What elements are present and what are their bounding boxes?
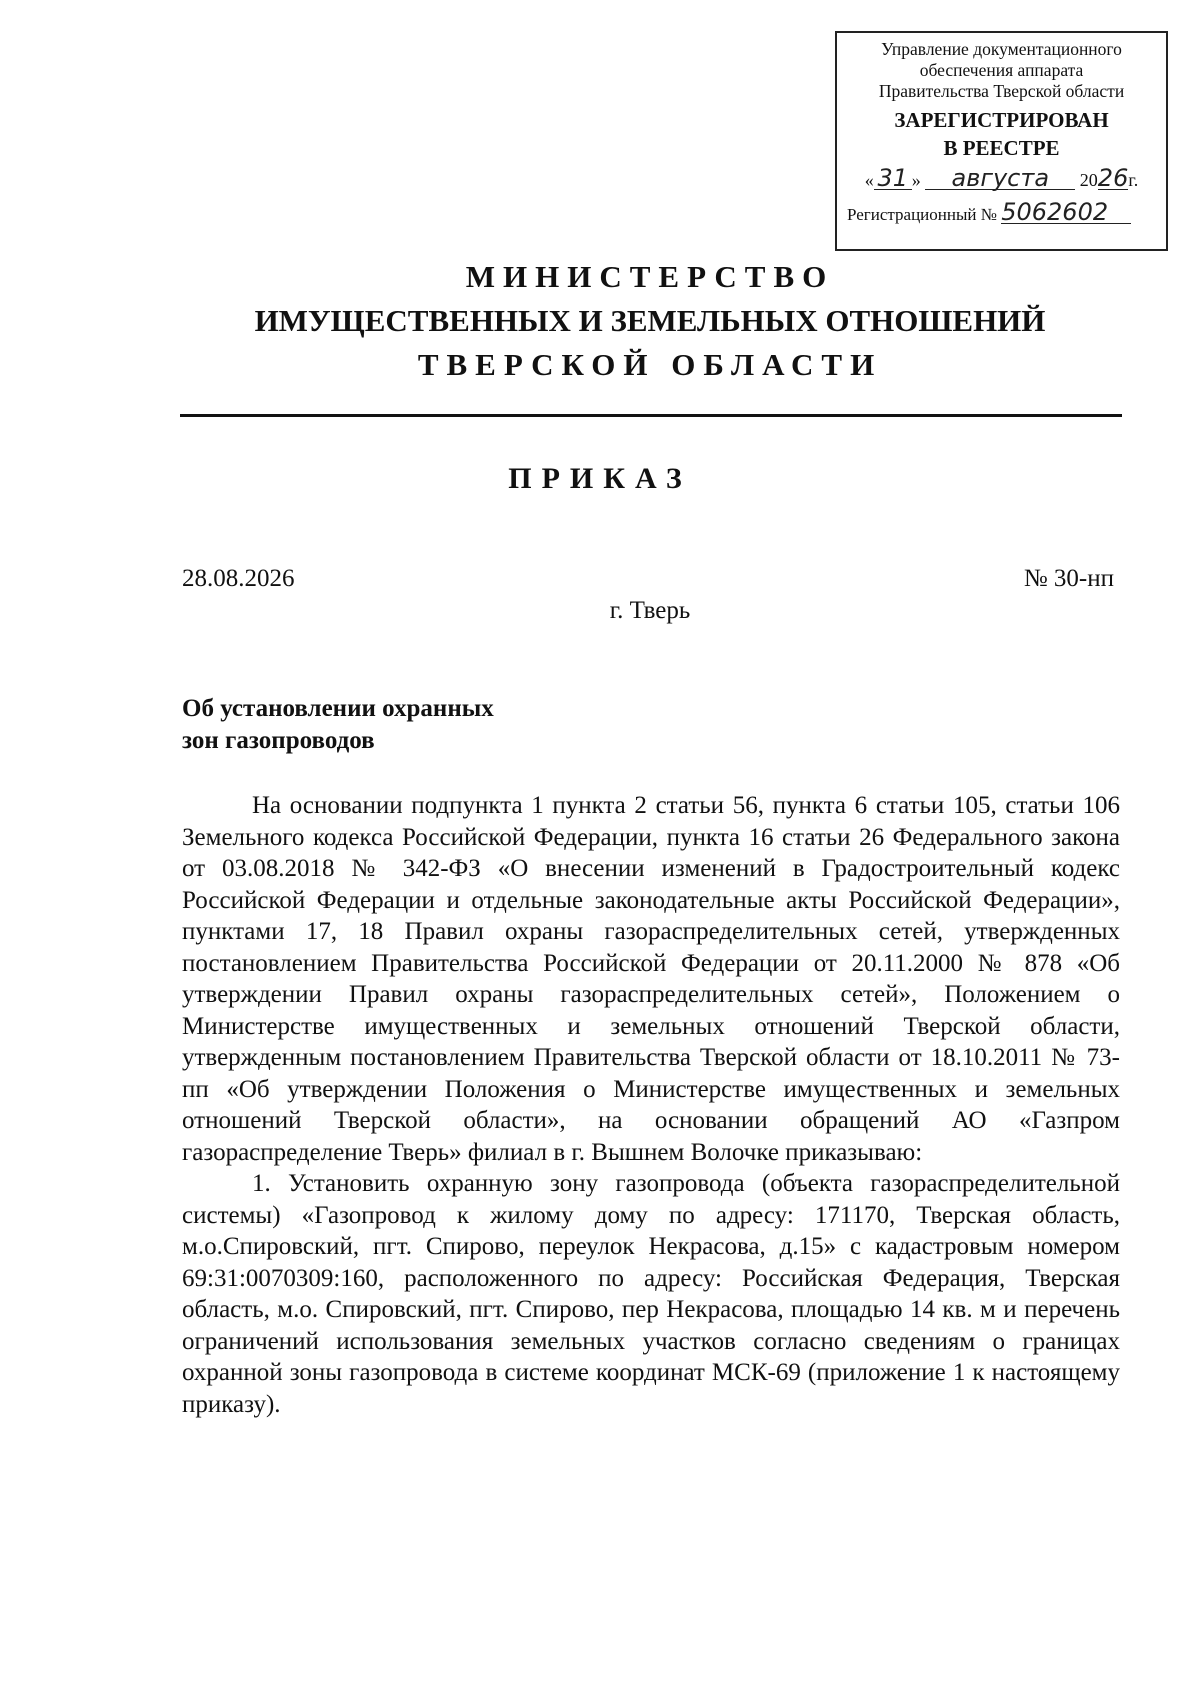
stamp-number-label: Регистрационный № <box>847 205 997 224</box>
stamp-year-unit: г. <box>1128 170 1139 190</box>
stamp-line-2: обеспечения аппарата <box>919 60 1084 80</box>
stamp-registered-1: ЗАРЕГИСТРИРОВАН <box>894 108 1109 132</box>
stamp-date-day: 31 <box>874 168 912 190</box>
stamp-registered-2: В РЕЕСТРЕ <box>943 136 1060 160</box>
stamp-year-suffix: 26 <box>1097 164 1129 192</box>
subject-line-1: Об установлении охранных <box>182 695 494 722</box>
body-paragraph-1: На основании подпункта 1 пункта 2 статьи 56, пункта 6 статьи 105, статьи 106 Земельного кодекса Российской Федерации, пункта 16 статьи 26 Федерального закона от 03.08.2018 № 342-ФЗ «О внесении изменений в Градостроительный кодекс Российской Федерации и отдельные законодательные акты Российской Федерации», пунктами 17, 18 Правил охраны газораспределительных сетей, утвержденных постановлением Правительства Российской Федерации от 20.11.2000 № 878 «Об утверждении Правил охраны газораспределительных сетей», Положением о Министерстве имущественных и земельных отношений Тверской области, утвержденным постановлением Правительства Тверской области от 18.10.2011 № 73-пп «Об утверждении Положения о Министерстве имущественных и земельных отношений Тверской области», на основании обращений АО «Газпром газораспределение Тверь» филиал в г. Вышнем Волочке приказываю: <box>182 792 1120 1166</box>
stamp-date-month: августа <box>925 168 1075 190</box>
ministry-header <box>180 255 1120 387</box>
registration-stamp <box>835 31 1168 251</box>
stamp-line-1: Управление документационного <box>881 39 1122 59</box>
order-body <box>182 790 1120 1420</box>
subject-line-2: зон газопроводов <box>182 727 375 754</box>
stamp-number-row <box>837 198 1166 226</box>
header-line-1: МИНИСТЕРСТВО <box>465 259 835 294</box>
stamp-date-row: « 31 » августа 2026г. <box>864 164 1139 192</box>
header-line-2: ИМУЩЕСТВЕННЫХ И ЗЕМЕЛЬНЫХ ОТНОШЕНИЙ <box>254 303 1046 338</box>
header-line-3: ТВЕРСКОЙ ОБЛАСТИ <box>417 347 883 382</box>
header-divider <box>180 414 1122 417</box>
order-subject <box>182 693 494 757</box>
order-date: 28.08.2026 <box>182 565 295 592</box>
body-paragraph-2: 1. Установить охранную зону газопровода (объекта газораспределительной системы) «Газопровод к жилому дому по адресу: 171170, Тверская область, м.о.Спировский, пгт. Спирово, переулок Некрасова, д.15» с кадастровым номером 69:31:0070309:160, расположенного по адресу: Российская Федерация, Тверская область, м.о. Спировский, пгт. Спирово, пер Некрасова, площадью 14 кв. м и перечень ограничений использования земельных участков согласно сведениям о границах охранной зоны газопровода в системе координат МСК-69 (приложение 1 к настоящему приказу). <box>182 1170 1120 1418</box>
order-city: г. Тверь <box>609 597 691 624</box>
stamp-year-prefix: 20 <box>1079 170 1098 190</box>
order-title: ПРИКАЗ <box>508 462 692 495</box>
order-number: № 30-нп <box>1023 565 1114 592</box>
stamp-number-value: 5062602 <box>1001 202 1131 224</box>
stamp-line-3: Правительства Тверской области <box>878 81 1125 101</box>
